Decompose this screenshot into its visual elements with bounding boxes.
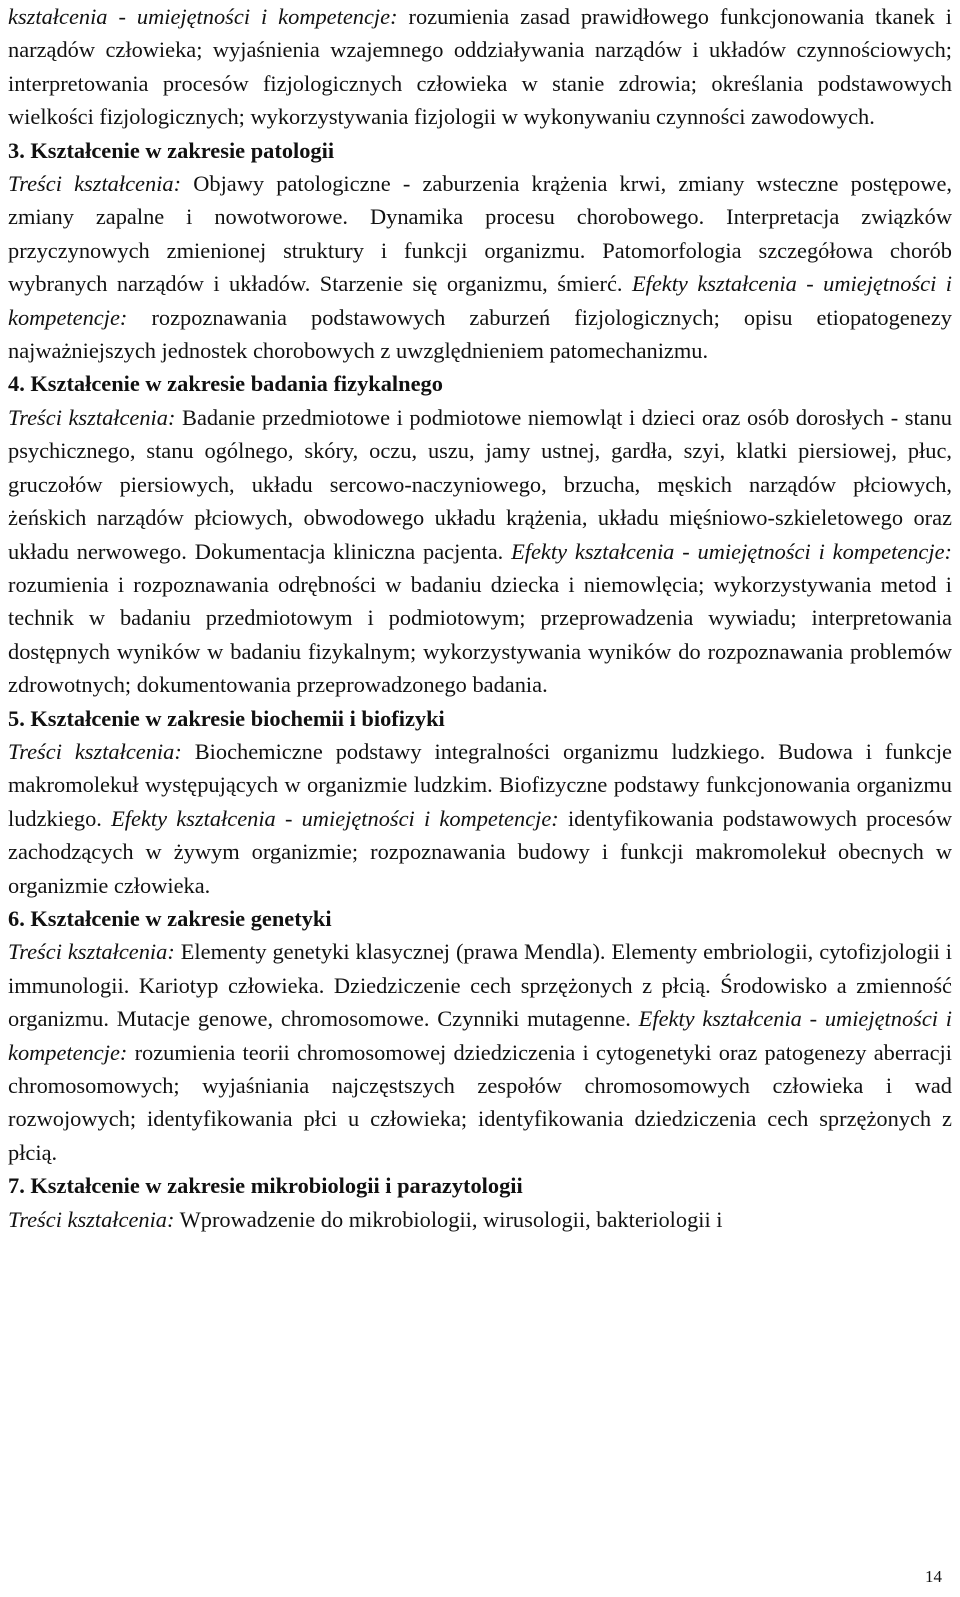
- content-text: Objawy patologiczne - zaburzenia krążenia krwi, zmiany wsteczne postępowe, zmiany zapalne i nowotworowe. Dynamika procesu chorobowego. Interpretacja związków przyczynowych zmienionej struktury i funkcji organizmu. Patomorfologia szczegółowa chorób wybranych narządów i układów. Starzenie się organizmu, śmierć.: [8, 171, 953, 297]
- content-label: Treści kształcenia:: [8, 738, 182, 764]
- section-badanie-fizykalne: [8, 367, 952, 701]
- section-biochemia-biofizyka: [8, 702, 952, 902]
- content-text: Elementy genetyki klasycznej (prawa Mendla). Elementy embriologii, cytofizjologii i immunologii. Kariotyp człowieka. Dziedziczenie cech sprzężonych z płcią. Środowisko a zmienność organizmu. Mutacje genowe, chromosomowe. Czynniki mutagenne.: [8, 939, 952, 1032]
- section-body: [8, 735, 952, 902]
- section-body: [8, 935, 952, 1169]
- effects-label: Efekty kształcenia - umiejętności i kompetencje:: [111, 805, 559, 831]
- content-label: Treści kształcenia:: [8, 939, 175, 965]
- document-page: [8, 0, 952, 1236]
- section-body: [8, 401, 952, 702]
- section-mikrobiologia: [8, 1169, 952, 1236]
- section-genetyka: [8, 902, 952, 1169]
- content-label: Treści kształcenia:: [8, 1206, 175, 1232]
- intro-effects-text: rozumienia zasad prawidłowego funkcjonowania tkanek i narządów człowieka; wyjaśnienia wzajemnego oddziaływania narządów i układów czynnościowych; interpretowania procesów fizjologicznych człowieka w stanie zdrowia; określania podstawowych wielkości fizjologicznych; wykorzystywania fizjologii w wykonywaniu czynności zawodowych.: [8, 4, 952, 130]
- intro-effects-label: kształcenia - umiejętności i kompetencje:: [8, 4, 398, 29]
- section-heading: 6. Kształcenie w zakresie genetyki: [8, 905, 332, 931]
- effects-label: Efekty kształcenia - umiejętności i kompetencje:: [8, 271, 952, 330]
- content-text: Biochemiczne podstawy integralności organizmu ludzkiego. Budowa i funkcje makromolekuł występujących w organizmie ludzkim. Biofizyczne podstawy funkcjonowania organizmu ludzkiego.: [8, 738, 952, 831]
- section-body: [8, 167, 952, 367]
- section-heading: 4. Kształcenie w zakresie badania fizykalnego: [8, 371, 443, 397]
- effects-label: Efekty kształcenia - umiejętności i kompetencje:: [511, 538, 952, 564]
- effects-text: rozumienia teorii chromosomowej dziedziczenia i cytogenetyki oraz patogenezy aberracji chromosomowych; wyjaśniania najczęstszych zespołów chromosomowych człowieka i wad rozwojowych; identyfikowania płci u człowieka; identyfikowania dziedziczenia cech sprzężonych z płcią.: [8, 1039, 952, 1165]
- content-label: Treści kształcenia:: [8, 171, 182, 197]
- effects-text: rozumienia i rozpoznawania odrębności w badaniu dziecka i niemowlęcia; wykorzystywania metod i technik w badaniu przedmiotowym i podmiotowym; przeprowadzenia wywiadu; interpretowania dostępnych wyników w badaniu fizykalnym; wykorzystywania wyników do rozpoznawania problemów zdrowotnych; dokumentowania przeprowadzonego badania.: [8, 571, 952, 698]
- content-text: Badanie przedmiotowe i podmiotowe niemowląt i dzieci oraz osób dorosłych - stanu psychicznego, stanu ogólnego, skóry, oczu, uszu, jamy ustnej, gardła, szyi, klatki piersiowej, płuc, gruczołów piersiowych, układu sercowo-naczyniowego, brzucha, męskich narządów płciowych, żeńskich narządów płciowych, obwodowego układu krążenia, układu mięśniowo-szkieletowego oraz układu nerwowego. Dokumentacja kliniczna pacjenta.: [8, 404, 952, 564]
- effects-label: Efekty kształcenia - umiejętności i kompetencje:: [8, 1006, 952, 1065]
- section-heading: 5. Kształcenie w zakresie biochemii i biofizyki: [8, 705, 445, 731]
- effects-text: identyfikowania podstawowych procesów zachodzących w żywym organizmie; rozpoznawania budowy i funkcji makromolekuł obecnych w organizmie człowieka.: [8, 805, 952, 898]
- section-heading: 7. Kształcenie w zakresie mikrobiologii i parazytologii: [8, 1173, 523, 1199]
- effects-text: rozpoznawania podstawowych zaburzeń fizjologicznych; opisu etiopatogenezy najważniejszych jednostek chorobowych z uwzględnieniem patomechanizmu.: [8, 304, 952, 364]
- section-heading: 3. Kształcenie w zakresie patologii: [8, 137, 335, 163]
- page-number: 14: [925, 1567, 942, 1586]
- section-patologia: [8, 134, 952, 368]
- content-text: Wprowadzenie do mikrobiologii, wirusologii, bakteriologii i: [174, 1206, 723, 1232]
- intro-paragraph: [8, 0, 952, 134]
- section-body: [8, 1203, 952, 1236]
- content-label: Treści kształcenia:: [8, 404, 176, 430]
